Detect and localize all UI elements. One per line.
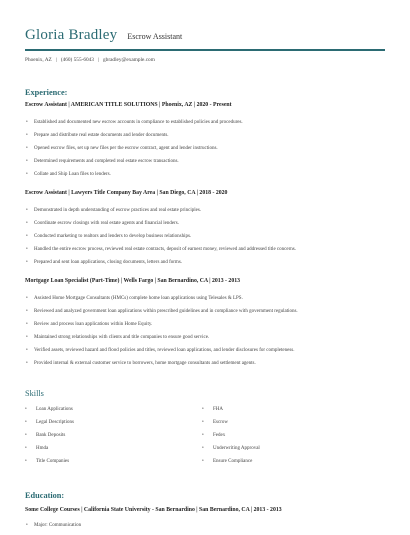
skill-item: • Loan Applications [25,407,73,412]
skills-right-column [202,406,260,471]
bullet-icon: • [26,221,28,226]
contact-separator: | [97,57,100,63]
bullet-icon: • [26,172,28,177]
bullet-icon: • [25,446,27,451]
list-item: • Collate and Ship Loan files to lenders. [26,172,111,177]
bullet-icon: • [202,420,204,425]
job-bullets [25,119,385,184]
list-item: • Established and documented new escrow accounts in compliance to established policies and procedures. [26,120,243,125]
bullet-icon: • [26,247,28,252]
resume-header [25,26,385,44]
list-item: • Coordinate escrow closings with real estate agents and financial lenders. [26,221,179,226]
list-item: • Handled the entire escrow process, reviewed real estate contracts, deposit of earnest money, reviewed and addressed title concerns. [26,247,296,252]
job-title: Mortgage Loan Specialist (Part-Time) | Wells Fargo | San Bernardino, CA | 2013 - 2013 [25,278,241,284]
skill-item: • Bank Deposits [25,433,66,438]
contact-line [25,57,155,63]
list-item: • Verified assets, reviewed hazard and flood policies and titles, reviewed loan applications, and lender disclosures for completeness. [26,348,295,353]
job-bullets [25,207,385,272]
bullet-icon: • [26,260,28,265]
candidate-title: Escrow Assistant [127,32,183,41]
candidate-name: Gloria Bradley [25,27,118,43]
bullet-icon: • [26,322,28,327]
skill-item: • Underwriting Approval [202,446,260,451]
bullet-icon: • [202,446,204,451]
job-title: Escrow Assistant | Lawyers Title Company Bay Area | San Diego, CA | 2018 - 2020 [25,190,228,196]
list-item: • Maintained strong relationships with clients and title companies to ensure good service. [26,335,210,340]
skill-item: • Hmda [25,446,49,451]
contact-location: Phoenix, AZ [25,57,52,63]
contact-email[interactable]: gbradley@example.com [103,57,155,63]
education-bullets [25,522,385,535]
bullet-icon: • [26,523,28,528]
bullet-icon: • [26,208,28,213]
bullet-icon: • [202,433,204,438]
bullet-icon: • [25,407,27,412]
bullet-icon: • [26,159,28,164]
bullet-icon: • [202,459,204,464]
list-item: • Opened escrow files, set up new files per the escrow contract, agent and lender instructions. [26,146,218,151]
skills-heading: Skills [25,389,44,398]
list-item: • Determined requirements and completed real estate escrow transactions. [26,159,179,164]
bullet-icon: • [26,309,28,314]
job-title: Escrow Assistant | AMERICAN TITLE SOLUTIONS | Phoenix, AZ | 2020 - Present [25,102,232,108]
education-heading: Education: [25,491,65,500]
bullet-icon: • [25,459,27,464]
skill-item: • Fedex [202,433,226,438]
skills-left-column [25,406,74,471]
list-item: • Reviewed and analyzed government loan applications within prescribed guidelines and in compliance with government regulations. [26,309,298,314]
contact-phone: (460) 555-6043 [60,57,94,63]
list-item: • Prepared and sent loan applications, closing documents, letters and forms. [26,260,183,265]
list-item: • Conducted marketing to realtors and lenders to develop business relationships. [26,234,192,239]
bullet-icon: • [202,407,204,412]
skill-item: • Ensure Compliance [202,459,253,464]
list-item: • Prepare and distribute real estate documents and lender documents. [26,133,169,138]
list-item: • Provided internal & external customer service to borrowers, home mortgage consultants and settlement agents. [26,361,256,366]
bullet-icon: • [26,234,28,239]
experience-heading: Experience: [25,88,68,97]
bullet-icon: • [26,335,28,340]
bullet-icon: • [26,348,28,353]
skill-item: • Title Companies [25,459,70,464]
bullet-icon: • [26,146,28,151]
bullet-icon: • [25,420,27,425]
bullet-icon: • [26,296,28,301]
bullet-icon: • [26,120,28,125]
skill-item: • FHA [202,407,224,412]
bullet-icon: • [26,133,28,138]
job-bullets [25,295,385,373]
contact-separator: | [55,57,57,63]
header-divider [25,49,385,51]
bullet-icon: • [26,361,28,366]
education-entry: Some College Courses | California State University - San Bernardino | San Bernardino, CA | 2013 - 2013 [25,507,282,513]
bullet-icon: • [25,433,27,438]
skill-item: • Legal Descriptions [25,420,74,425]
list-item: • Assisted Home Mortgage Consultants (HMCs) complete home loan applications using Telesales & LPS. [26,296,243,301]
list-item: • Major: Communication [26,523,82,528]
list-item: • Review and process loan applications within Home Equity. [26,322,153,327]
list-item: • Demonstrated in depth understanding of escrow practices and real estate principles. [26,208,202,213]
skill-item: • Escrow [202,420,228,425]
